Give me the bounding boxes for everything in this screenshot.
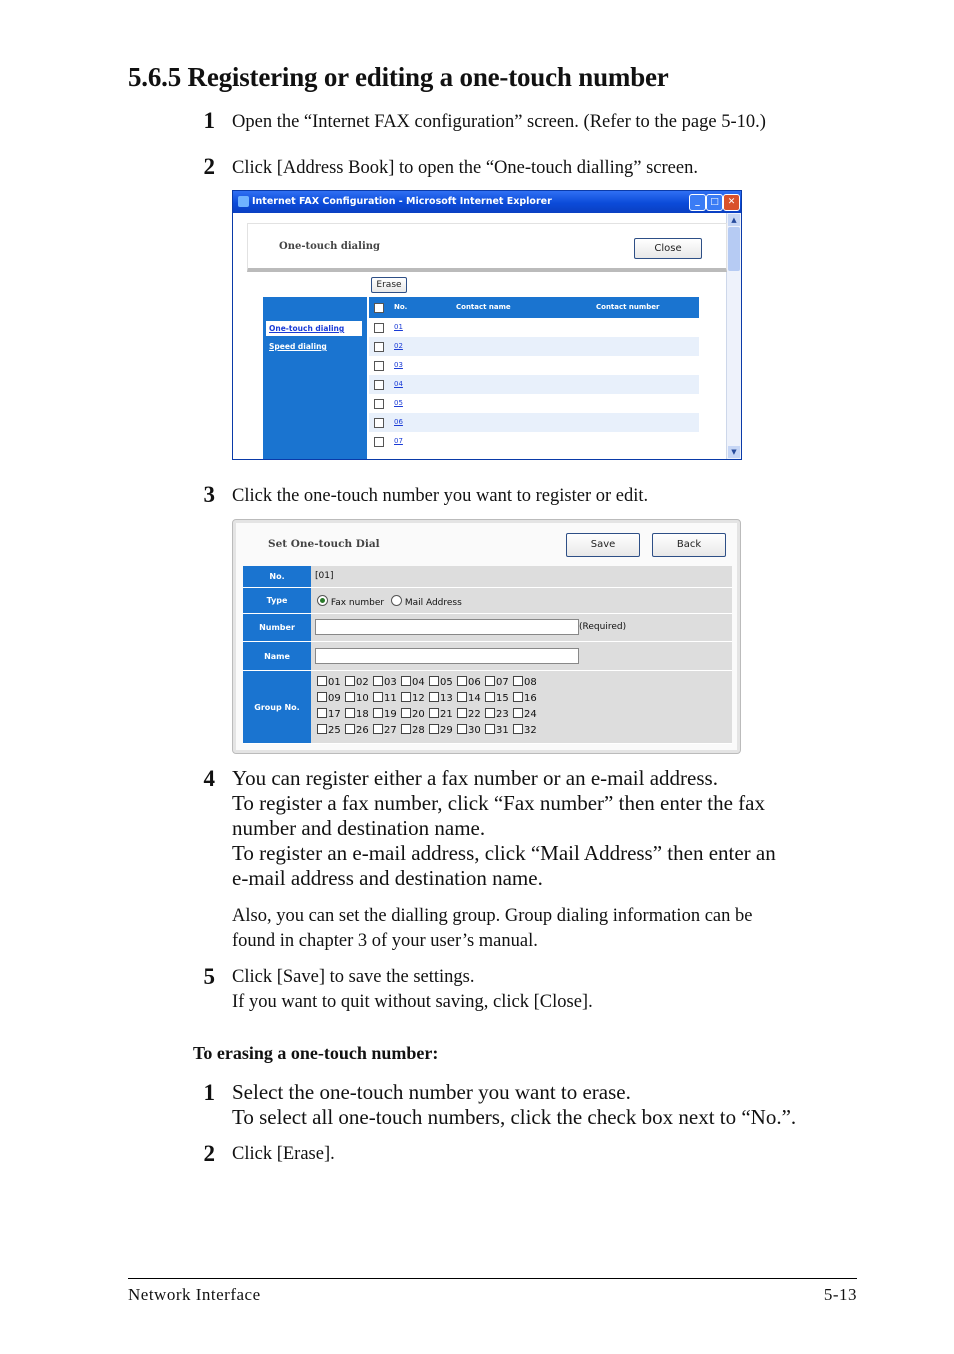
step-text: Click [Erase]. (232, 1144, 335, 1164)
group-checkbox[interactable] (513, 692, 537, 704)
group-number: 16 (524, 693, 537, 704)
group-checkbox[interactable] (429, 708, 453, 720)
side-link-one-touch[interactable]: One-touch dialing (269, 324, 345, 333)
table-row[interactable] (369, 413, 699, 432)
no-value: [01] (315, 571, 334, 581)
checkbox-box[interactable] (485, 724, 495, 734)
group-number: 01 (328, 677, 341, 688)
checkbox-box[interactable] (401, 708, 411, 718)
group-checkbox[interactable] (457, 692, 481, 704)
group-checkbox[interactable] (457, 676, 481, 688)
table-row[interactable] (369, 356, 699, 375)
set-one-touch-dial-window (232, 519, 741, 754)
label-number: Number (243, 614, 311, 641)
checkbox-box[interactable] (513, 724, 523, 734)
back-button[interactable]: Back (652, 533, 726, 557)
name-input[interactable] (315, 648, 579, 664)
row-checkbox[interactable] (374, 437, 384, 447)
checkbox-box[interactable] (345, 676, 355, 686)
checkbox-box[interactable] (457, 692, 467, 702)
step-number: 1 (203, 1080, 215, 1105)
checkbox-box[interactable] (429, 724, 439, 734)
group-checkbox[interactable] (429, 676, 453, 688)
note-line: Also, you can set the dialling group. Group dialing information can be (232, 906, 753, 926)
group-number: 11 (384, 693, 397, 704)
group-checkbox[interactable] (485, 724, 509, 736)
close-icon[interactable]: ✕ (723, 194, 740, 211)
step-text: Open the “Internet FAX configuration” screen. (Refer to the page 5-10.) (232, 112, 766, 132)
number-input[interactable] (315, 619, 579, 635)
table-row[interactable] (369, 375, 699, 394)
required-note: (Required) (579, 622, 627, 632)
step-line: number and destination name. (232, 816, 486, 840)
table-row[interactable] (369, 337, 699, 356)
radio-mail-address[interactable] (391, 595, 402, 606)
save-button[interactable]: Save (566, 533, 640, 557)
checkbox-box[interactable] (513, 676, 523, 686)
group-number: 19 (384, 709, 397, 720)
checkbox-box[interactable] (485, 708, 495, 718)
label-group: Group No. (243, 671, 311, 743)
group-number: 15 (496, 693, 509, 704)
type-options (317, 595, 462, 608)
group-checkbox[interactable] (317, 676, 341, 688)
group-checkbox[interactable] (317, 692, 341, 704)
group-number: 10 (356, 693, 369, 704)
checkbox-box[interactable] (429, 692, 439, 702)
group-checkbox[interactable] (429, 692, 453, 704)
footer-left: Network Interface (128, 1285, 261, 1304)
checkbox-box[interactable] (317, 692, 327, 702)
group-checkbox[interactable] (345, 676, 369, 688)
step-number: 3 (203, 482, 215, 507)
group-checkbox[interactable] (401, 676, 425, 688)
one-touch-number-link[interactable]: 02 (394, 342, 403, 350)
fax-number-label: Fax number (330, 598, 385, 608)
group-checkbox[interactable] (345, 708, 369, 720)
row-type (243, 588, 732, 614)
erase-subheading: To erasing a one-touch number: (193, 1043, 439, 1063)
step-text (232, 965, 593, 1015)
group-number: 20 (412, 709, 425, 720)
group-checkbox[interactable] (401, 708, 425, 720)
checkbox-box[interactable] (373, 692, 383, 702)
one-touch-number-link[interactable]: 01 (394, 323, 403, 331)
group-checkbox[interactable] (485, 708, 509, 720)
step-number: 4 (203, 766, 215, 791)
footer-page-number: 5-13 (823, 1285, 857, 1304)
checkbox-box[interactable] (457, 676, 467, 686)
group-checkbox[interactable] (457, 708, 481, 720)
checkbox-box[interactable] (513, 692, 523, 702)
scroll-up-icon[interactable]: ▲ (728, 214, 740, 226)
group-number: 03 (384, 677, 397, 688)
step-text: Click the one-touch number you want to register or edit. (232, 486, 649, 506)
label-type: Type (243, 588, 311, 613)
group-number: 22 (468, 709, 481, 720)
step-line: To select all one-touch numbers, click the check box next to “No.”. (232, 1105, 797, 1129)
side-nav (263, 297, 367, 459)
form-title: Set One-touch Dial (268, 538, 380, 550)
group-checkbox[interactable] (373, 724, 397, 736)
group-number: 18 (356, 709, 369, 720)
step-line: You can register either a fax number or an e-mail address. (232, 766, 718, 790)
checkbox-box[interactable] (485, 676, 495, 686)
group-number: 09 (328, 693, 341, 704)
note-line: found in chapter 3 of your user’s manual. (232, 931, 538, 951)
row-no (243, 566, 732, 588)
window-title: Internet FAX Configuration - Microsoft Internet Explorer (252, 196, 552, 207)
group-number: 13 (440, 693, 453, 704)
mail-address-label: Mail Address (404, 598, 462, 608)
group-number: 12 (412, 693, 425, 704)
checkbox-box[interactable] (457, 708, 467, 718)
one-touch-form (243, 566, 732, 744)
group-checkbox[interactable] (513, 708, 537, 720)
table-row[interactable] (369, 394, 699, 413)
page-header (247, 223, 727, 272)
table-row[interactable] (369, 318, 699, 337)
checkbox-box[interactable] (401, 724, 411, 734)
checkbox-box[interactable] (429, 676, 439, 686)
checkbox-box[interactable] (373, 676, 383, 686)
checkbox-box[interactable] (317, 676, 327, 686)
row-group (243, 671, 732, 744)
checkbox-box[interactable] (317, 708, 327, 718)
radio-fax-number[interactable] (317, 595, 328, 606)
one-touch-number-link[interactable]: 07 (394, 437, 403, 445)
checkbox-box[interactable] (401, 692, 411, 702)
table-row[interactable] (369, 432, 699, 451)
one-touch-number-link[interactable]: 03 (394, 361, 403, 369)
group-number: 29 (440, 725, 453, 736)
group-checkbox[interactable] (317, 708, 341, 720)
step-text (232, 1080, 796, 1130)
group-number: 25 (328, 725, 341, 736)
one-touch-table (369, 297, 699, 451)
group-number: 31 (496, 725, 509, 736)
checkbox-box[interactable] (373, 708, 383, 718)
group-number: 32 (524, 725, 537, 736)
row-checkbox[interactable] (374, 342, 384, 352)
group-checkboxes (317, 676, 557, 740)
window-titlebar (233, 191, 741, 213)
group-checkbox[interactable] (345, 692, 369, 704)
checkbox-box[interactable] (485, 692, 495, 702)
group-checkbox[interactable] (457, 724, 481, 736)
one-touch-number-link[interactable]: 05 (394, 399, 403, 407)
group-number: 02 (356, 677, 369, 688)
group-checkbox[interactable] (373, 692, 397, 704)
one-touch-number-link[interactable]: 06 (394, 418, 403, 426)
row-number (243, 614, 732, 642)
step-number: 1 (203, 108, 215, 133)
group-number: 17 (328, 709, 341, 720)
step-note (232, 904, 752, 954)
erase-button[interactable]: Erase (371, 277, 407, 293)
group-checkbox[interactable] (485, 692, 509, 704)
vertical-scrollbar[interactable] (726, 213, 741, 459)
row-checkbox[interactable] (374, 361, 384, 371)
step-line: To register a fax number, click “Fax number” then enter the fax (232, 791, 765, 815)
section-heading: 5.6.5 Registering or editing a one-touch number (128, 62, 669, 92)
checkbox-box[interactable] (345, 708, 355, 718)
checkbox-box[interactable] (401, 676, 411, 686)
group-number: 30 (468, 725, 481, 736)
group-number: 27 (384, 725, 397, 736)
group-number: 08 (524, 677, 537, 688)
group-checkbox[interactable] (401, 724, 425, 736)
checkbox-box[interactable] (457, 724, 467, 734)
step-text (232, 766, 776, 891)
group-checkbox[interactable] (373, 676, 397, 688)
step-number: 2 (203, 1141, 215, 1166)
group-checkbox[interactable] (373, 708, 397, 720)
label-no: No. (243, 566, 311, 587)
checkbox-box[interactable] (345, 692, 355, 702)
group-checkbox[interactable] (485, 676, 509, 688)
step-line: Click [Save] to save the settings. (232, 967, 475, 987)
ie-icon (238, 196, 249, 207)
step-line: If you want to quit without saving, click [Close]. (232, 992, 593, 1012)
step-line: Select the one-touch number you want to erase. (232, 1080, 631, 1104)
step-number: 2 (203, 154, 215, 179)
one-touch-dialing-window (232, 190, 742, 460)
checkbox-box[interactable] (429, 708, 439, 718)
row-checkbox[interactable] (374, 380, 384, 390)
group-number: 14 (468, 693, 481, 704)
row-checkbox[interactable] (374, 418, 384, 428)
group-number: 23 (496, 709, 509, 720)
group-number: 24 (524, 709, 537, 720)
table-header (369, 297, 699, 318)
group-checkbox[interactable] (345, 724, 369, 736)
checkbox-box[interactable] (513, 708, 523, 718)
column-no: No. (394, 303, 408, 311)
footer-rule (128, 1278, 857, 1279)
page-title: One-touch dialing (279, 241, 381, 252)
checkbox-box[interactable] (373, 724, 383, 734)
select-all-checkbox[interactable] (374, 303, 384, 313)
step-line: To register an e-mail address, click “Mail Address” then enter an (232, 841, 776, 865)
maximize-icon[interactable]: □ (706, 194, 723, 211)
scroll-down-icon[interactable]: ▼ (728, 446, 740, 458)
close-button[interactable]: Close (634, 238, 702, 259)
column-contact-name: Contact name (456, 303, 511, 311)
group-number: 04 (412, 677, 425, 688)
group-number: 06 (468, 677, 481, 688)
step-text: Click [Address Book] to open the “One-touch dialling” screen. (232, 158, 698, 178)
group-number: 26 (356, 725, 369, 736)
row-checkbox[interactable] (374, 399, 384, 409)
group-number: 05 (440, 677, 453, 688)
label-name: Name (243, 642, 311, 670)
row-name (243, 642, 732, 671)
step-number: 5 (203, 964, 215, 989)
side-link-speed[interactable]: Speed dialing (269, 342, 327, 351)
checkbox-box[interactable] (317, 724, 327, 734)
group-number: 28 (412, 725, 425, 736)
one-touch-number-link[interactable]: 04 (394, 380, 403, 388)
checkbox-box[interactable] (345, 724, 355, 734)
column-contact-number: Contact number (596, 303, 660, 311)
group-checkbox[interactable] (429, 724, 453, 736)
group-checkbox[interactable] (513, 676, 537, 688)
group-checkbox[interactable] (401, 692, 425, 704)
scroll-thumb[interactable] (728, 227, 740, 271)
group-number: 21 (440, 709, 453, 720)
group-checkbox[interactable] (513, 724, 537, 736)
minimize-icon[interactable]: _ (689, 194, 706, 211)
row-checkbox[interactable] (374, 323, 384, 333)
group-number: 07 (496, 677, 509, 688)
step-line: e-mail address and destination name. (232, 866, 543, 890)
group-checkbox[interactable] (317, 724, 341, 736)
